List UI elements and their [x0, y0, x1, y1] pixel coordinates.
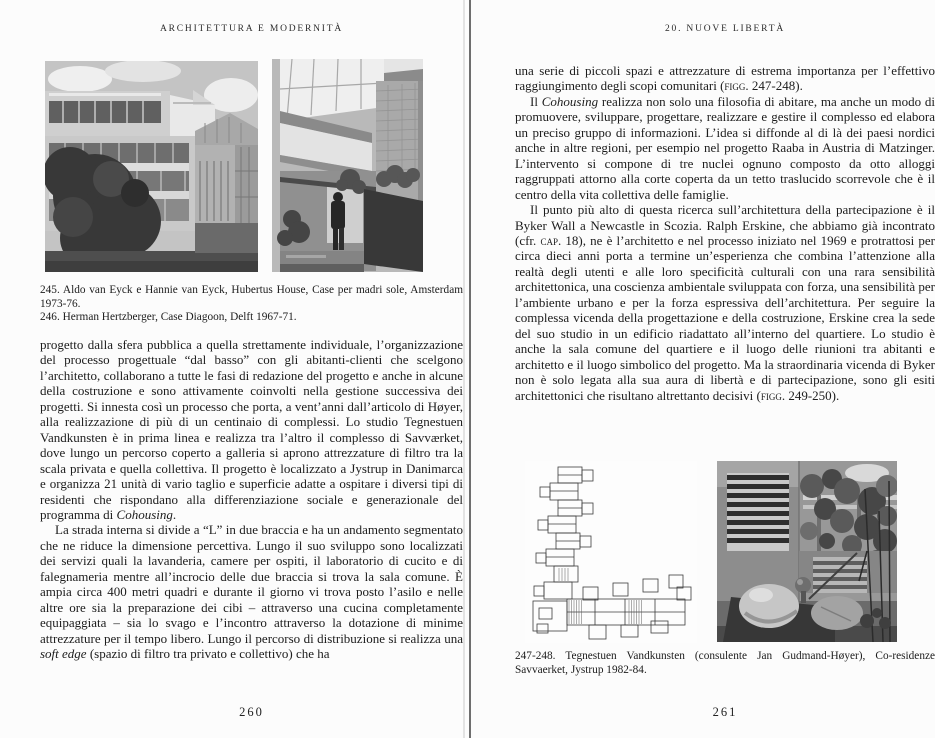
page-gutter-line	[469, 0, 471, 738]
page-number-right: 261	[712, 705, 738, 719]
caption-245: 245. Aldo van Eyck e Hannie van Eyck, Hubertus House, Case per madri sole, Amsterdam 1973-76.	[40, 284, 463, 310]
caption-247-248: 247-248. Tegnestuen Vandkunsten (consulente Jan Gudmand-Høyer), Co-residenze Savvaerket, Jystrup 1982-84.	[515, 650, 935, 676]
paragraph: Il punto più alto di questa ricerca sull’architettura della partecipazione è il Byker Wall a Newcastle in Scozia. Ralph Erskine, che abbiamo già incontrato (cfr. cap. 18), ne è l’architetto e nel processo iniziato nel 1969 e protrattosi per circa dieci anni porta a termine un’esperienza che combina l’attenzione alla realtà degli utenti e alle loro specificità culturali con una rara sensibilità architettonica, una coscienza ambientale sviluppata con forza, una sensibilità per l’ambiente urbano e per la forza espressiva dell’architettura. Per seguire la complessa vicenda della progettazione e della costruzione, Erskine crea la sede del suo studio in un edificio riadattato all’interno del quartiere. Lo studio è anche la sala comune del quartiere e il luogo delle riunioni tra abitanti e architetto e il luogo simbolico del progetto. Ma la straordinaria vicenda di Byker non è solo legata alla sua aura di libertà e di partecipazione, sono gli esiti architettonici che risultano altrettanto decisivi (figg. 249-250).	[515, 202, 935, 403]
paragraph: progetto dalla sfera pubblica a quella strettamente individuale, l’organizzazione del processo progettuale “dal basso” con gli abitanti-clienti che scelgono l’architetto, collaborano a tutte le fasi di redazione del progetto e anche in alcune della costruzione e sono attivamente coinvolti nella gestione successiva dei progetti. Si innesta così un processo che porta, a vent’anni dall’articolo di Høyer, alla realizzazione di più di un centinaio di complessi. Lo studio Tegnestuen Vandkunsten è in prima linea e realizza tra l’altro il complesso di Savværket, dove lungo un percorso coperto a galleria si aprono attrezzature di filtro tra la scala privata e quella collettiva. Il progetto è localizzato a Jystrup in Danimarca e organizza 21 unità di vario taglio e superficie adatte a ospitare i diversi tipi di residenti che rispondano alla differenziazione sociale e generazionale del programma di Cohousing.	[40, 337, 463, 522]
louvers	[727, 473, 789, 551]
running-head-right: 20. NUOVE LIBERTÀ	[664, 24, 785, 34]
figure-captions-left	[40, 284, 463, 325]
caption-246: 246. Herman Hertzberger, Case Diagoon, Delft 1967-71.	[40, 311, 297, 324]
figure-captions-right	[515, 650, 935, 677]
paragraph: La strada interna si divide a “L” in due braccia e ha un andamento segmentato che ne riduce la dimensione percettiva. Lungo il suo sviluppo sono localizzati dei servizi quali la lavanderia, camere per ospiti, il laboratorio di cucito e di falegnameria mentre all’incrocio delle due braccia si trova la sala comune. È ampia circa 400 metri quadri e durante il giorno vi trova posto l’asilo e nelle altre ore sia la preparazione dei cibi – attraverso una cucina completamente equipaggiata – sia lo svago e l’incontro attraverso la dotazione di minime attrezzature per il tempo libero. Lungo il percorso di distribuzione si realizza una soft edge (spazio di filtro tra privato e collettivo) che ha	[40, 522, 463, 662]
running-head-left: ARCHITETTURA E MODERNITÀ	[159, 24, 344, 34]
paragraph: una serie di piccoli spazi e attrezzature di estrema importanza per l’effettivo raggiungimento degli scopi comunitari (figg. 247-248).	[515, 63, 935, 94]
figure-247-plan	[525, 461, 697, 643]
figure-245-photo	[45, 61, 258, 272]
figure-248-photo	[717, 461, 897, 642]
page-gutter-shadow	[463, 0, 465, 738]
body-text-right	[515, 63, 935, 403]
body-text-left	[40, 337, 463, 662]
stairs	[799, 551, 897, 599]
paragraph: Il Cohousing realizza non solo una filosofia di abitare, ma anche un modo di promuovere, sviluppare, progettare, realizzare e gestire il complesso ed elabora un preciso gruppo di informazioni. L’idea si diffonde al di là dei paesi nordici anche in altre regioni, per esempio nel progetto Raaba in Austria di Matzinger. L’intervento si compone di tre nuclei ognuno composto da otto alloggi raggruppati attorno alla corte coperta da un tetto traslucido scorrevole che è il centro della vita collettiva delle famiglie.	[515, 93, 935, 202]
figure-246-photo	[272, 59, 423, 272]
page-number-left: 260	[239, 705, 264, 719]
